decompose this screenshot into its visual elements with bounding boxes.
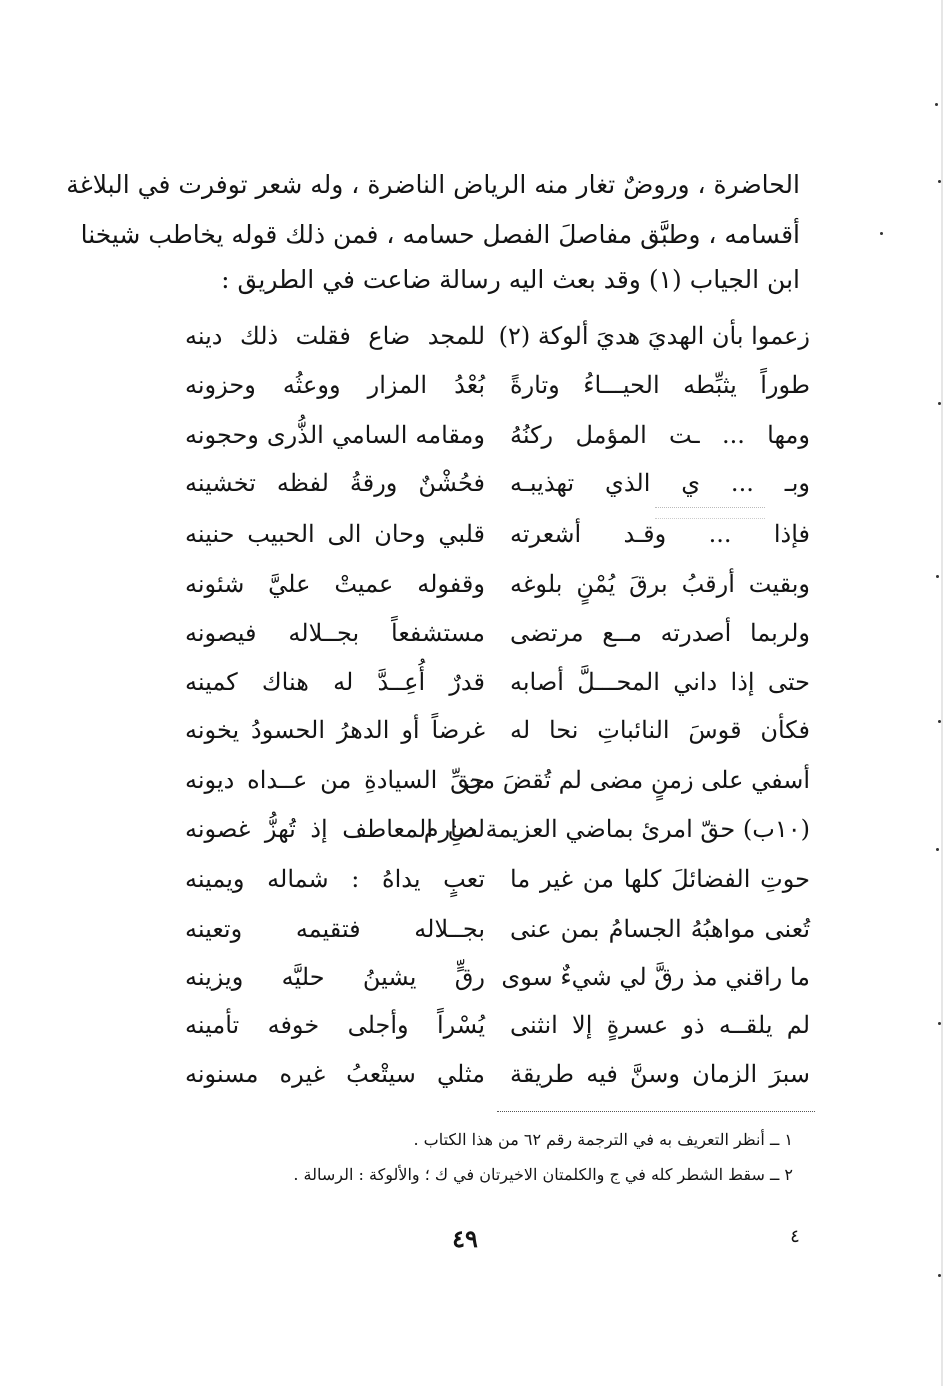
footnote-1: ١ ــ أنظر التعريف به في الترجمة رقم ٦٢ من هذا الكتاب . [413,1130,793,1149]
ink-smudge [655,507,765,519]
intro-line-3: ابن الجياب (١) وقد بعث اليه رسالة ضاعت في الطريق : [221,265,800,294]
verse-row [185,567,810,603]
verse-first-hemistich: وبقيت أرقبُ برقَ يُمْنٍ بلوغه [510,570,810,598]
verse-second-hemistich: يُسْراً وأجلى خوفه تأمينه [185,1011,485,1039]
verse-row [185,418,810,454]
verse-first-hemistich: طوراً يثبِّطه الحيـــاءُ وتارةً [510,371,810,399]
margin-speck [936,848,939,851]
verse-second-hemistich: بُعْدُ المزار ووعثُه وحزونه [185,371,485,399]
verse-row [185,763,810,799]
verse-first-hemistich: زعموا بأن الهديَ هديَ ألوكة (٢) [498,322,810,350]
verse-first-hemistich: فإذا ... وقـد أشعرته [510,520,810,548]
verse-first-hemistich: فكأن قوسَ النائباتِ نحا له [510,716,810,744]
verse-first-hemistich: (١٠ب) حقّ امرئ بماضي العزيمة صارم [423,815,810,843]
verse-second-hemistich: للمجد ضاع فقلت ذلك دينه [185,322,485,350]
verse-second-hemistich: قدرٌ أُعِــدَّ له هناك كمينه [185,668,485,696]
verse-row [185,665,810,701]
verse-second-hemistich: تعبٍ يداهُ : شماله ويمينه [185,865,485,893]
verse-row [185,466,810,502]
verse-second-hemistich: وقفوله عميتْ عليَّ شئونه [185,570,485,598]
verse-row [185,616,810,652]
verse-second-hemistich: فحُشْنٌ ورقةُ لفظه تخشينه [185,469,485,497]
verse-first-hemistich: ومها ... ـت المؤمل ركنُهُ [510,421,810,449]
verse-first-hemistich: أسفي على زمنٍ مضى لم تُقضَ من [464,766,810,794]
signature-mark: ٤ [790,1226,800,1247]
verse-first-hemistich: حتى إذا داني المحـــلَّ أصابه [510,668,810,696]
verse-row [185,1008,810,1044]
verse-second-hemistich: مثلي سيتْعبُ غيره مسنونه [185,1060,485,1088]
footnote-2: ٢ ــ سقط الشطر كله في ج والكلمتان الاخيرتان في ك ؛ والألوكة : الرسالة . [293,1165,793,1184]
verse-row [185,912,810,948]
footnote-separator [497,1111,815,1112]
verse-second-hemistich: بجــلاله فتقيمه وتعينه [185,915,485,943]
margin-speck [936,575,939,578]
verse-second-hemistich: ومقامه السامي الذُّرى وحجونه [185,421,485,449]
verse-first-hemistich: تُعنى مواهبُهُ الجسامُ بمن عنى [510,915,810,943]
verse-row [185,713,810,749]
intro-line-1: الحاضرة ، وروضٌ تغار منه الرياض الناضرة ، وله شعر توفرت في البلاغة [66,170,800,199]
margin-speck [880,232,883,235]
verse-second-hemistich: مستشفعاً بجــلاله فيصونه [185,619,485,647]
verse-row [185,368,810,404]
verse-first-hemistich: ولربما أصدرته مــع مرتضى [510,619,810,647]
intro-line-2: أقسامه ، وطبَّق مفاصلَ الفصل حسامه ، فمن ذلك قوله يخاطب شيخنا [80,220,800,249]
verse-first-hemistich: لم يلقــه ذو عسرةٍ إلا انثنى [510,1011,810,1039]
verse-first-hemistich: حوتِ الفضائلَ كلها من غير ما [510,865,810,893]
verse-row [185,319,810,355]
verse-first-hemistich: ما راقني مذ رقَّ لي شيءٌ سوى [501,963,810,991]
verse-second-hemistich: رقٍّ يشينُ حليَّه ويزينه [185,963,485,991]
verse-second-hemistich: لدنِ المعاطف إذ تُهزُّ غصونه [185,815,485,843]
verse-second-hemistich: حقِّ السيادةِ من عــداه ديونه [185,766,485,794]
verse-row [185,862,810,898]
verse-first-hemistich: سبرَ الزمان وسنَّ فيه طريقة [510,1060,810,1088]
verse-second-hemistich: غرضاً أو الدهرُ الحسودُ يخونه [185,716,485,744]
verse-row [185,1057,810,1093]
page-number: ٤٩ [452,1224,478,1253]
verse-row [185,960,810,996]
verse-row [185,812,810,848]
verse-row [185,517,810,553]
margin-speck [935,103,938,106]
verse-first-hemistich: وبـ ... ي الذي تهذيبـه [510,469,810,497]
verse-second-hemistich: قلبي وحان الى الحبيب حنينه [185,520,485,548]
